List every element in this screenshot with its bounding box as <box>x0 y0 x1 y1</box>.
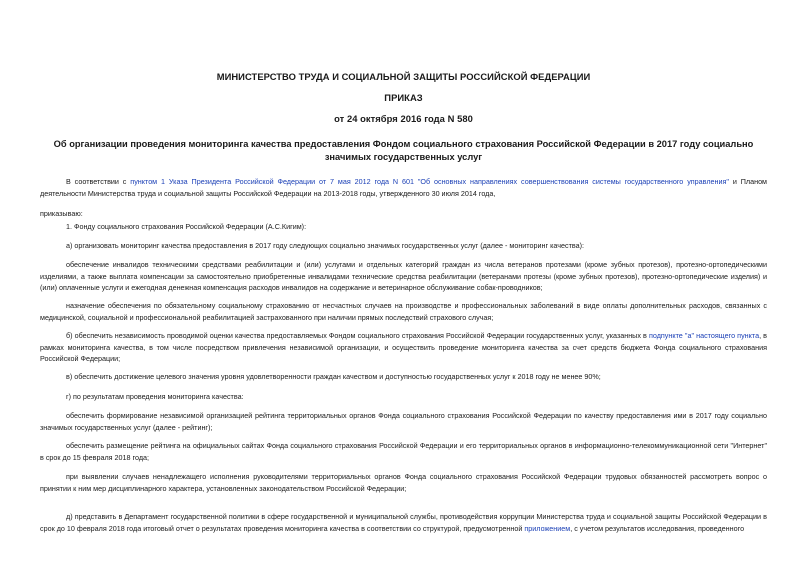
paragraph-g-item-1: обеспечить формирование независимой организацией рейтинга территориальных органов Фонда социального страхования Российской Федерации по качеству предоставления ими в 2017 году социально значимых государственных услуг (далее - рейтинг); <box>40 411 767 432</box>
ministry-heading: МИНИСТЕРСТВО ТРУДА И СОЦИАЛЬНОЙ ЗАЩИТЫ РОССИЙСКОЙ ФЕДЕРАЦИИ <box>216 71 591 82</box>
order-word: приказываю: <box>40 209 83 218</box>
paragraph-b-text-1: б) обеспечить независимость проводимой оценки качества предоставляемых Фондом социального страхования Российской Федерации государственных услуг, указанных в <box>66 331 649 340</box>
preamble-paragraph <box>40 176 767 199</box>
document-date-number: от 24 октября 2016 года N 580 <box>334 113 473 124</box>
document-title: Об организации проведения мониторинга качества предоставления Фондом социального страхования Российской Федерации в 2017 году социально значимых государственных услуг <box>53 139 754 162</box>
paragraph-1: 1. Фонду социального страхования Российской Федерации (А.С.Кигим): <box>66 222 307 231</box>
paragraph-b <box>40 330 767 365</box>
preamble-text-1: В соответствии с <box>66 177 131 186</box>
paragraph-g: г) по результатам проведения мониторинга качества: <box>66 392 244 401</box>
paragraph-a-service-2: назначение обеспечения по обязательному социальному страхованию от несчастных случаев на производстве и профессиональных заболеваний в виде оплаты дополнительных расходов, связанных с медицинской, социальной и профессиональной реабилитацией застрахованного при наличии прямых последствий страхового случая; <box>40 301 767 322</box>
paragraph-d <box>40 511 767 534</box>
paragraph-v: в) обеспечить достижение целевого значения уровня удовлетворенности граждан качеством и доступностью государственных услуг к 2018 году не менее 90%; <box>66 372 601 381</box>
subparagraph-a-link[interactable]: подпункте "а" настоящего пункта <box>648 331 760 340</box>
paragraph-g-item-2: обеспечить размещение рейтинга на официальных сайтах Фонда социального страхования Российской Федерации и его территориальных органов в информационно-телекоммуникационной сети "Интернет" в срок до 15 февраля 2018 года; <box>40 441 767 462</box>
paragraph-a-service-1: обеспечение инвалидов техническими средствами реабилитации и (или) услугами и отдельных категорий граждан из числа ветеранов протезами (кроме зубных протезов), протезно-ортопедическими изделиями, а также выплата компенсации за самостоятельно приобретенные инвалидами технические средства реабилитации (ветеранами протезы (кроме зубных протезов), протезно-ортопедические изделия) и (или) оплаченные услуги и ежегодная денежная компенсация расходов инвалидов на содержание и ветеринарное обслуживание собак-проводников; <box>40 260 767 292</box>
paragraph-g-item-3: при выявлении случаев ненадлежащего исполнения руководителями территориальных органов Фонда социального страхования Российской Федерации трудовых обязанностей рассмотреть вопрос о принятии к ним мер дисциплинарного характера, установленных законодательством Российской Федерации; <box>40 472 767 493</box>
paragraph-a: а) организовать мониторинг качества предоставления в 2017 году следующих социально значимых государственных услуг (далее - мониторинг качества): <box>66 241 585 250</box>
decree-link[interactable]: пунктом 1 Указа Президента Российской Федерации от 7 мая 2012 года N 601 "Об основных направлениях совершенствования системы государственного управления" <box>130 177 729 186</box>
paragraph-d-text-1: д) представить в Департамент государственной политики в сфере государственной и муниципальной службы, противодействия коррупции Министерства труда и социальной защиты Российской Федерации в срок до 10 февраля 2018 года итоговый отчет о результатах проведения мониторинга качества в соответствии со структурой, предусмотренной <box>40 512 767 533</box>
paragraph-b-text-2: , в рамках мониторинга качества, в том числе посредством привлечения независимой организации, и осуществить проведение мониторинга качества за счет средств бюджета Фонда социального страхования Российской Федерации; <box>40 331 768 363</box>
appendix-link[interactable]: приложением <box>524 523 571 533</box>
paragraph-d-text-2: , с учетом результатов исследования, проведенного <box>570 523 745 533</box>
document-type: ПРИКАЗ <box>384 92 423 103</box>
preamble-text-2: и Планом деятельности Министерства труда и социальной защиты Российской Федерации на 2013-2018 годы, утвержденного 30 июля 2014 года, <box>40 177 768 198</box>
